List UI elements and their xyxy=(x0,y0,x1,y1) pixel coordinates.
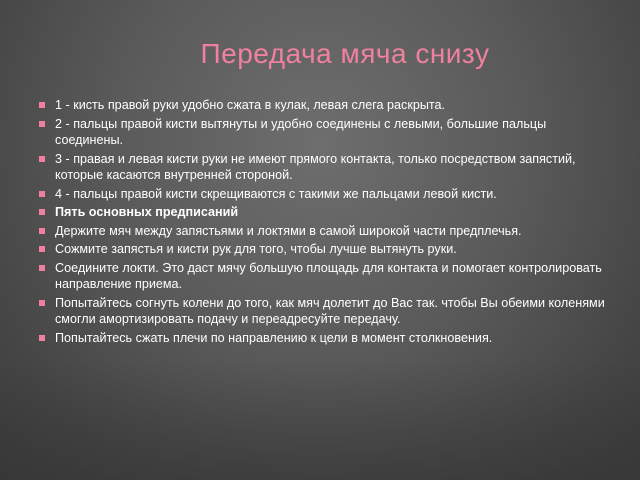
list-item xyxy=(38,330,608,347)
slide-content xyxy=(38,97,608,348)
list-item-text: Попытайтесь согнуть колени до того, как мяч долетит до Вас так. чтобы Вы обеими коленями смогли амортизировать подачу и переадресуйте передачу. xyxy=(55,295,605,326)
list-item-text: 4 - пальцы правой кисти скрещиваются с такими же пальцами левой кисти. xyxy=(55,186,497,201)
list-item-text: Держите мяч между запястьями и локтями в самой широкой части предплечья. xyxy=(55,223,522,238)
square-bullet-icon xyxy=(39,102,45,108)
list-item-heading xyxy=(38,204,608,221)
list-item-text: Попытайтесь сжать плечи по направлению к цели в момент столкновения. xyxy=(55,330,493,345)
list-item-text: Пять основных предписаний xyxy=(55,205,239,219)
list-item xyxy=(38,223,608,240)
list-item xyxy=(38,97,608,114)
list-item xyxy=(38,151,608,184)
square-bullet-icon xyxy=(39,156,45,162)
list-item xyxy=(38,260,608,293)
slide-title: Передача мяча снизу xyxy=(200,38,490,69)
square-bullet-icon xyxy=(39,246,45,252)
list-item-text: Соедините локти. Это даст мячу большую площадь для контакта и помогает контролировать направление приема. xyxy=(55,260,602,291)
square-bullet-icon xyxy=(39,300,45,306)
list-item xyxy=(38,116,608,149)
square-bullet-icon xyxy=(39,121,45,127)
square-bullet-icon xyxy=(39,335,45,341)
list-item-text: 1 - кисть правой руки удобно сжата в кулак, левая слега раскрыта. xyxy=(55,98,446,112)
square-bullet-icon xyxy=(39,209,45,215)
list-item xyxy=(38,295,608,328)
bullet-list xyxy=(38,97,608,346)
square-bullet-icon xyxy=(39,265,45,271)
list-item-text: 3 - правая и левая кисти руки не имеют прямого контакта, только посредством запястий, которые касаются внутренней стороной. xyxy=(55,151,576,182)
list-item-text: 2 - пальцы правой кисти вытянуты и удобно соединены с левыми, большие пальцы соединены. xyxy=(55,116,547,147)
list-item xyxy=(38,186,608,203)
list-item-text: Сожмите запястья и кисти рук для того, чтобы лучше вытянуть руки. xyxy=(55,242,457,256)
square-bullet-icon xyxy=(39,228,45,234)
square-bullet-icon xyxy=(39,191,45,197)
list-item xyxy=(38,241,608,258)
